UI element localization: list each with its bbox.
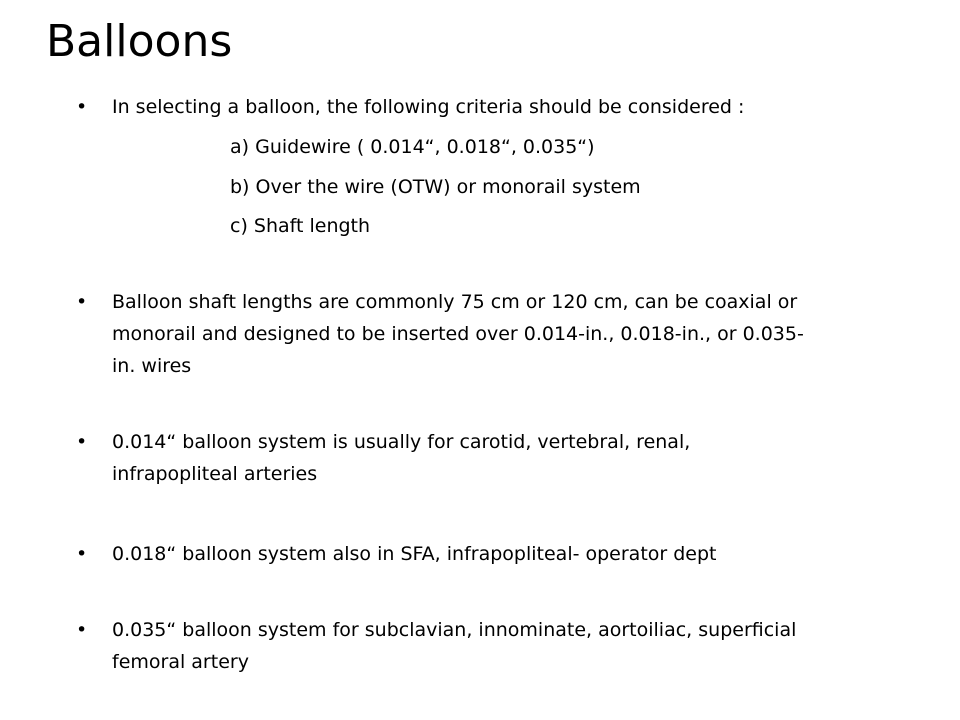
- sub-item-shaft-length: c) Shaft length: [230, 215, 371, 237]
- bullet-text: 0.014“ balloon system is usually for carotid, vertebral, renal, infrapopliteal arteries: [112, 431, 691, 485]
- bullet-dot: •: [76, 431, 88, 453]
- bullet-dot: •: [76, 619, 88, 641]
- slide-title: Balloons: [46, 16, 233, 67]
- sub-item-otw-monorail: b) Over the wire (OTW) or monorail system: [230, 176, 641, 198]
- bullet-text: 0.035“ balloon system for subclavian, innominate, aortoiliac, superficial femoral artery: [112, 619, 797, 673]
- bullet-dot: •: [76, 291, 88, 313]
- bullet-text: In selecting a balloon, the following criteria should be considered :: [112, 96, 745, 118]
- bullet-text: Balloon shaft lengths are commonly 75 cm or 120 cm, can be coaxial or monorail and designed to be inserted over 0.014-in., 0.018-in., or 0.035-in. wires: [112, 291, 804, 377]
- bullet-dot: •: [76, 543, 88, 565]
- bullet-dot: •: [76, 96, 88, 118]
- bullet-text: 0.018“ balloon system also in SFA, infrapopliteal- operator dept: [112, 543, 717, 565]
- sub-item-guidewire: a) Guidewire ( 0.014“, 0.018“, 0.035“): [230, 136, 595, 158]
